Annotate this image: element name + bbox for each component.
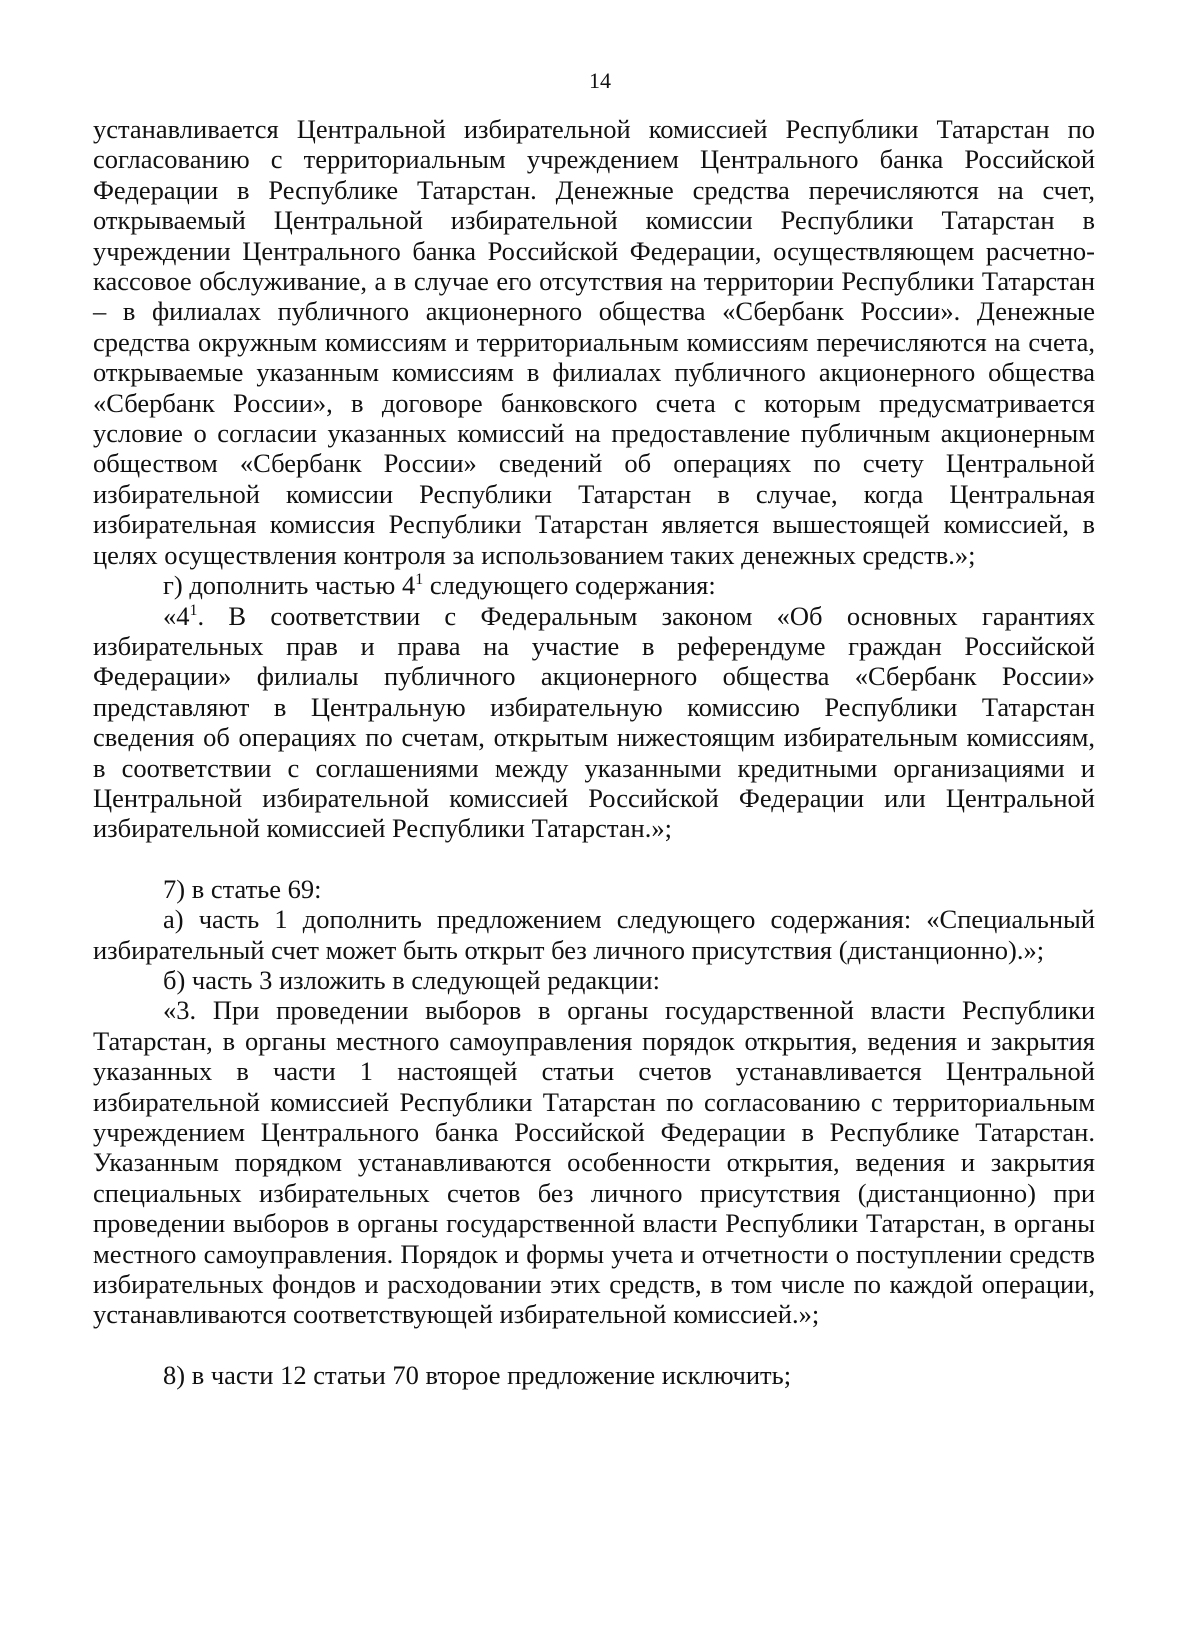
paragraph-item-7: 7) в статье 69: xyxy=(163,873,322,904)
paragraph-continuation: устанавливается Центральной избирательной комиссией Республики Татарстан по согласованию с территориальным учреждением Центрального банка Российской Федерации в Республике Татарстан. Денежные средства перечисляются на счет, открываемый Центральной избирательной комиссии Республики Татарстан в учреждении Центрального банка Российской Федерации, осуществляющем расчетно-кассовое обслуживание, а в случае его отсутствия на территории Республики Татарстан – в филиалах публичного акционерного общества «Сбербанк России». Денежные средства окружным комиссиям и территориальным комиссиям перечисляются на счета, открываемые указанным комиссиям в филиалах публичного акционерного общества «Сбербанк России», в договоре банковского счета с которым предусматривается условие о согласии указанных комиссий на предоставление публичным акционерным обществом «Сбербанк России» сведений об операциях по счету Центральной избирательной комиссии Республики Татарстан в случае, когда Центральная избирательная комиссия Республики Татарстан является вышестоящей комиссией, в целях осуществления контроля за использованием таких денежных средств.»; xyxy=(93,114,1095,570)
superscript: 1 xyxy=(189,601,198,619)
paragraph-text: г) дополнить частью 4 xyxy=(163,570,416,601)
page-number: 14 xyxy=(589,68,611,93)
superscript: 1 xyxy=(415,571,424,589)
paragraph-part-3: «3. При проведении выборов в органы государственной власти Республики Татарстан, в органы местного самоуправления порядок открытия, ведения и закрытия указанных в части 1 настоящей статьи счетов устанавливается Центральной избирательной комиссией Республики Татарстан по согласованию с территориальным учреждением Центрального банка Российской Федерации в Республике Татарстан. Указанным порядком устанавливаются особенности открытия, ведения и закрытия специальных избирательных счетов без личного присутствия (дистанционно) при проведении выборов в органы государственной власти Республики Татарстан, в органы местного самоуправления. Порядок и формы учета и отчетности о поступлении средств избирательных фондов и расходовании этих средств, в том числе по каждой операции, устанавливаются соответствующей избирательной комиссией.»; xyxy=(93,995,1095,1330)
document-body xyxy=(93,114,1095,1390)
paragraph-item-8: 8) в части 12 статьи 70 второе предложение исключить; xyxy=(163,1359,792,1390)
paragraph-item-g xyxy=(93,570,1095,600)
paragraph-part-4-1 xyxy=(93,601,1095,844)
paragraph-item-a: а) часть 1 дополнить предложением следующего содержания: «Специальный избирательный счет может быть открыт без личного присутствия (дистанционно).»; xyxy=(93,904,1095,965)
paragraph-text: «4 xyxy=(163,600,190,631)
paragraph-item-b: б) часть 3 изложить в следующей редакции: xyxy=(163,964,660,995)
paragraph-text: . В соответствии с Федеральным законом «Об основных гарантиях избирательных прав и права на участие в референдуме граждан Российской Федерации» филиалы публичного акционерного общества «Сбербанк России» представляют в Центральную избирательную комиссию Республики Татарстан сведения об операциях по счетам, открытым нижестоящим избирательным комиссиям, в соответствии с соглашениями между указанными кредитными организациями и Центральной избирательной комиссией Российской Федерации или Центральной избирательной комиссией Республики Татарстан.»; xyxy=(93,600,1095,844)
paragraph-text: следующего содержания: xyxy=(423,570,716,601)
